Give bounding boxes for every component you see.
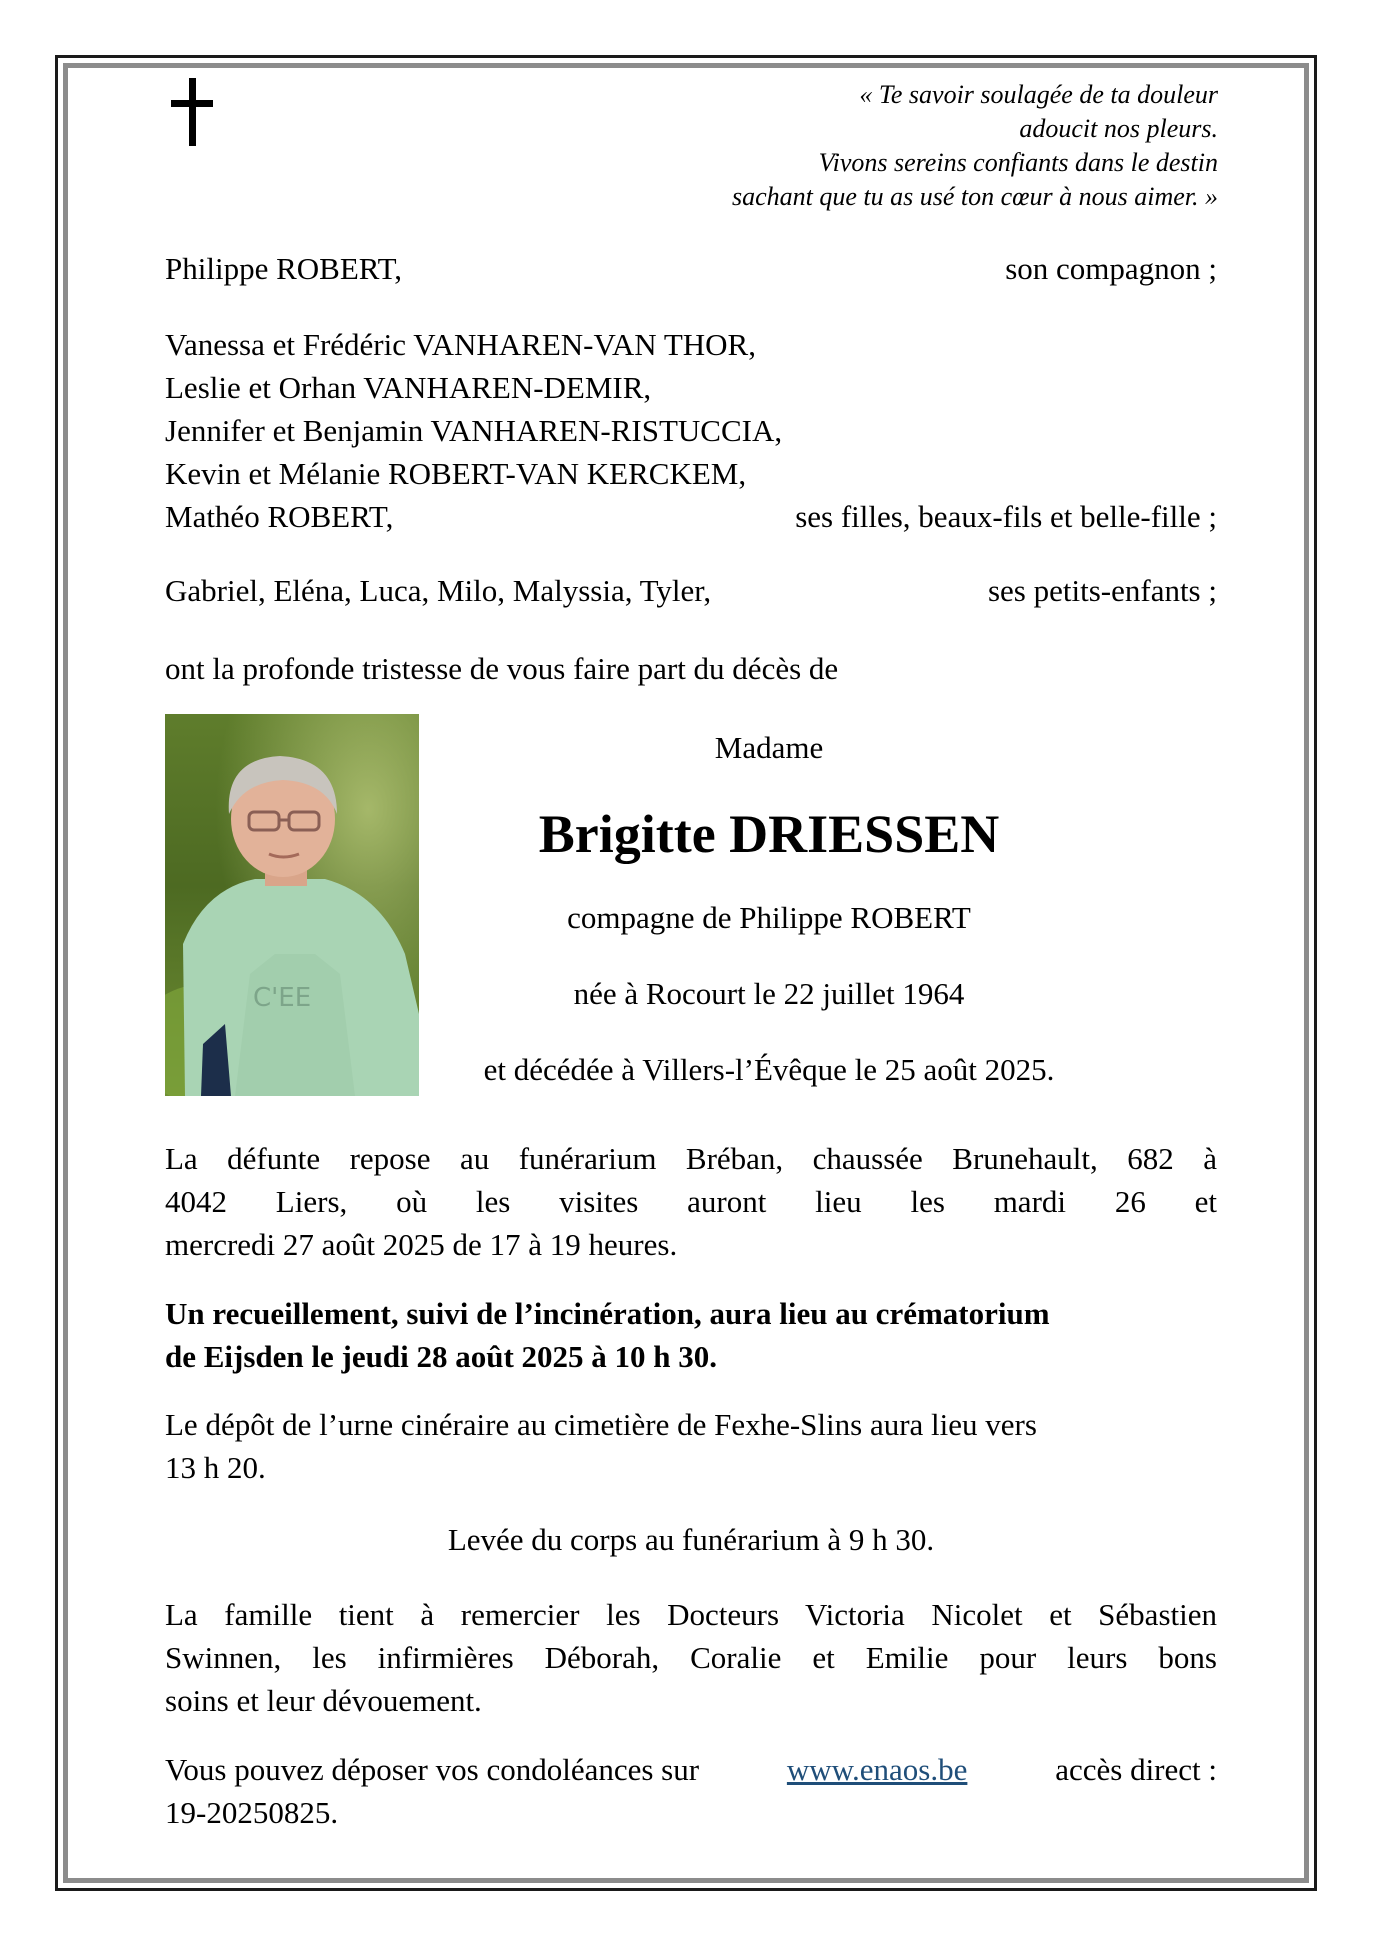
partner-name: Philippe ROBERT, (165, 251, 402, 286)
condolences-paragraph (165, 1748, 1217, 1834)
grandchildren-row (165, 569, 1217, 612)
epigraph-line: adoucit nos pleurs. (1019, 114, 1218, 143)
ceremony-line: de Eijsden le jeudi 28 août 2025 à 10 h 30. (165, 1339, 718, 1374)
children-item: Leslie et Orhan VANHAREN-DEMIR, (165, 370, 652, 405)
portrait-photo (165, 714, 419, 1096)
ceremony-paragraph (165, 1292, 1217, 1378)
levee-paragraph (165, 1518, 1217, 1561)
ceremony-line: Un recueillement, suivi de l’incinération, aura lieu au crématorium (165, 1296, 1050, 1331)
epigraph-line: « Te savoir soulagée de ta douleur (859, 80, 1218, 109)
visitation-line: 4042 Liers, où les visites auront lieu les mardi 26 et (165, 1184, 1217, 1219)
thanks-line: soins et leur dévouement. (165, 1683, 482, 1718)
visitation-paragraph (165, 1137, 1217, 1266)
children-item: Jennifer et Benjamin VANHAREN-RISTUCCIA, (165, 413, 783, 448)
thanks-line: La famille tient à remercier les Docteurs Victoria Nicolet et Sébastien (165, 1597, 1217, 1632)
partner-row (165, 247, 1217, 290)
deceased-birth: née à Rocourt le 22 juillet 1964 (573, 976, 965, 1011)
announcement-text: ont la profonde tristesse de vous faire part du décès de (165, 651, 839, 686)
announcement (165, 647, 1217, 690)
urn-line: 13 h 20. (165, 1450, 266, 1485)
children-list (165, 323, 1217, 538)
urn-paragraph (165, 1403, 1217, 1489)
partner-relation: son compagnon ; (1005, 251, 1217, 286)
epigraph-line: Vivons sereins confiants dans le destin (818, 148, 1218, 177)
deceased-title: Madame (714, 730, 824, 765)
children-item: Vanessa et Frédéric VANHAREN-VAN THOR, (165, 327, 756, 362)
deceased-death: et décédée à Villers-l’Évêque le 25 août 2025. (483, 1052, 1055, 1087)
enaos-link[interactable]: www.enaos.be (786, 1752, 968, 1787)
urn-line: Le dépôt de l’urne cinéraire au cimetière de Fexhe-Slins aura lieu vers (165, 1407, 1037, 1442)
svg-text:C'EE: C'EE (253, 983, 312, 1013)
children-item: Mathéo ROBERT, (165, 499, 394, 534)
grandchildren-relation: ses petits-enfants ; (987, 573, 1217, 608)
levee-text: Levée du corps au funérarium à 9 h 30. (447, 1522, 935, 1557)
thanks-line: Swinnen, les infirmières Déborah, Coralie et Emilie pour leurs bons (165, 1640, 1217, 1675)
grandchildren-names: Gabriel, Eléna, Luca, Milo, Malyssia, Tyler, (165, 573, 712, 608)
epigraph (732, 78, 1218, 214)
condolences-code: 19-20250825. (165, 1795, 339, 1830)
thanks-paragraph (165, 1593, 1217, 1722)
deceased-name: Brigitte DRIESSEN (538, 804, 1000, 864)
children-item: Kevin et Mélanie ROBERT-VAN KERCKEM, (165, 456, 747, 491)
visitation-line: mercredi 27 août 2025 de 17 à 19 heures. (165, 1227, 678, 1262)
deceased-relation: compagne de Philippe ROBERT (567, 900, 971, 935)
visitation-line: La défunte repose au funérarium Bréban, chaussée Brunehault, 682 à (165, 1141, 1217, 1176)
cross-icon (170, 78, 214, 146)
children-relation: ses filles, beaux-fils et belle-fille ; (795, 499, 1217, 534)
condolences-suffix: accès direct : (1055, 1752, 1217, 1787)
epigraph-line: sachant que tu as usé ton cœur à nous aimer. » (731, 182, 1218, 211)
condolences-prefix: Vous pouvez déposer vos condoléances sur (165, 1752, 700, 1787)
